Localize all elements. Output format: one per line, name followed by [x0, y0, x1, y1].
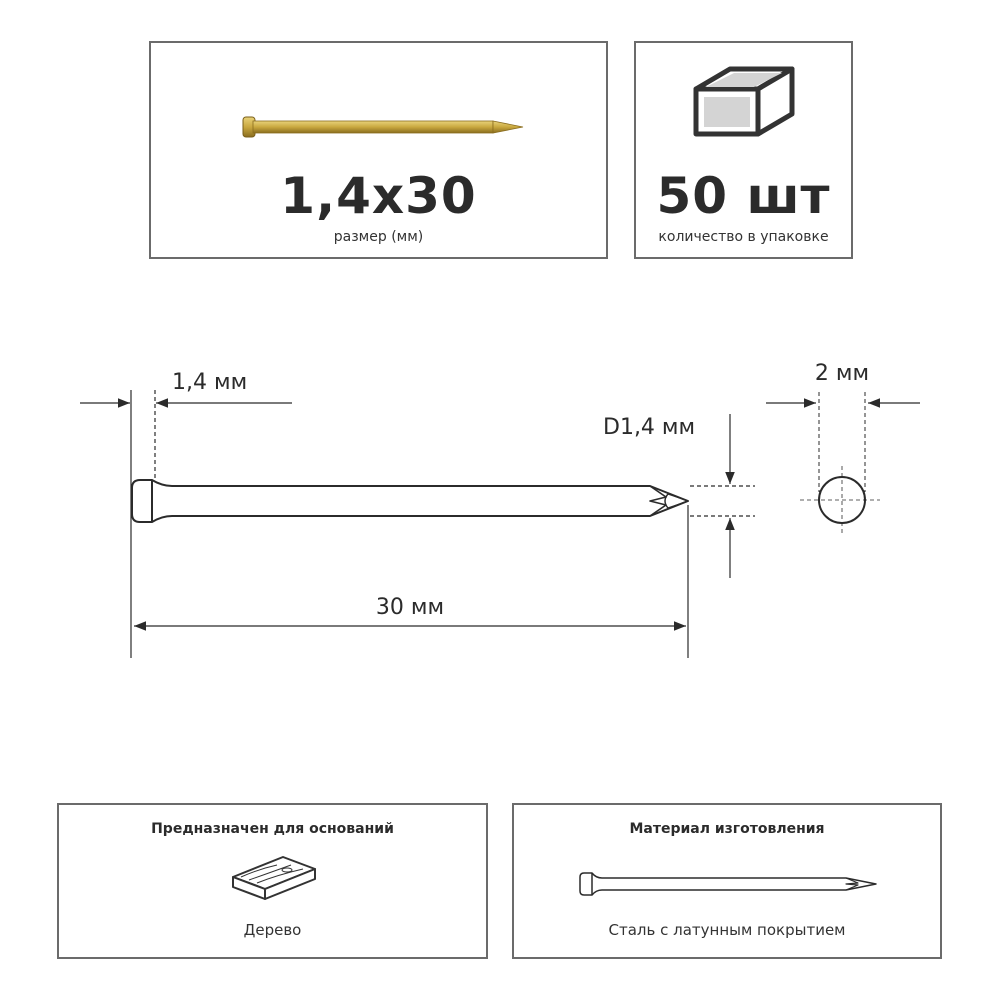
- head-diameter-label: 2 мм: [814, 361, 870, 386]
- nail-outline-icon: [576, 869, 886, 899]
- length-dimension: [131, 505, 688, 658]
- nail-photo-icon: [237, 107, 537, 147]
- material-label: Сталь с латунным покрытием: [608, 921, 846, 939]
- material-title: Материал изготовления: [629, 821, 825, 837]
- diameter-dimension: [690, 414, 755, 578]
- quantity-value: 50 шт: [656, 167, 831, 225]
- length-label: 30 мм: [375, 595, 445, 620]
- purpose-label: Дерево: [243, 921, 302, 939]
- size-value: 1,4x30: [280, 167, 477, 225]
- head-end-view: [766, 392, 920, 534]
- purpose-card: [57, 803, 488, 959]
- diameter-label: D1,4 мм: [603, 415, 696, 440]
- package-box-icon: [690, 59, 800, 139]
- quantity-card: [634, 41, 853, 259]
- purpose-title: Предназначен для оснований: [151, 821, 394, 837]
- material-card: [512, 803, 942, 959]
- wood-plank-icon: [229, 853, 319, 903]
- nail-side-view: [132, 480, 688, 522]
- head-width-label: 1,4 мм: [172, 370, 248, 395]
- size-card: [149, 41, 608, 259]
- size-caption: размер (мм): [333, 229, 424, 245]
- head-width-dimension: [80, 390, 292, 525]
- quantity-caption: количество в упаковке: [658, 229, 829, 245]
- nail-dimension-drawing: [0, 330, 1000, 750]
